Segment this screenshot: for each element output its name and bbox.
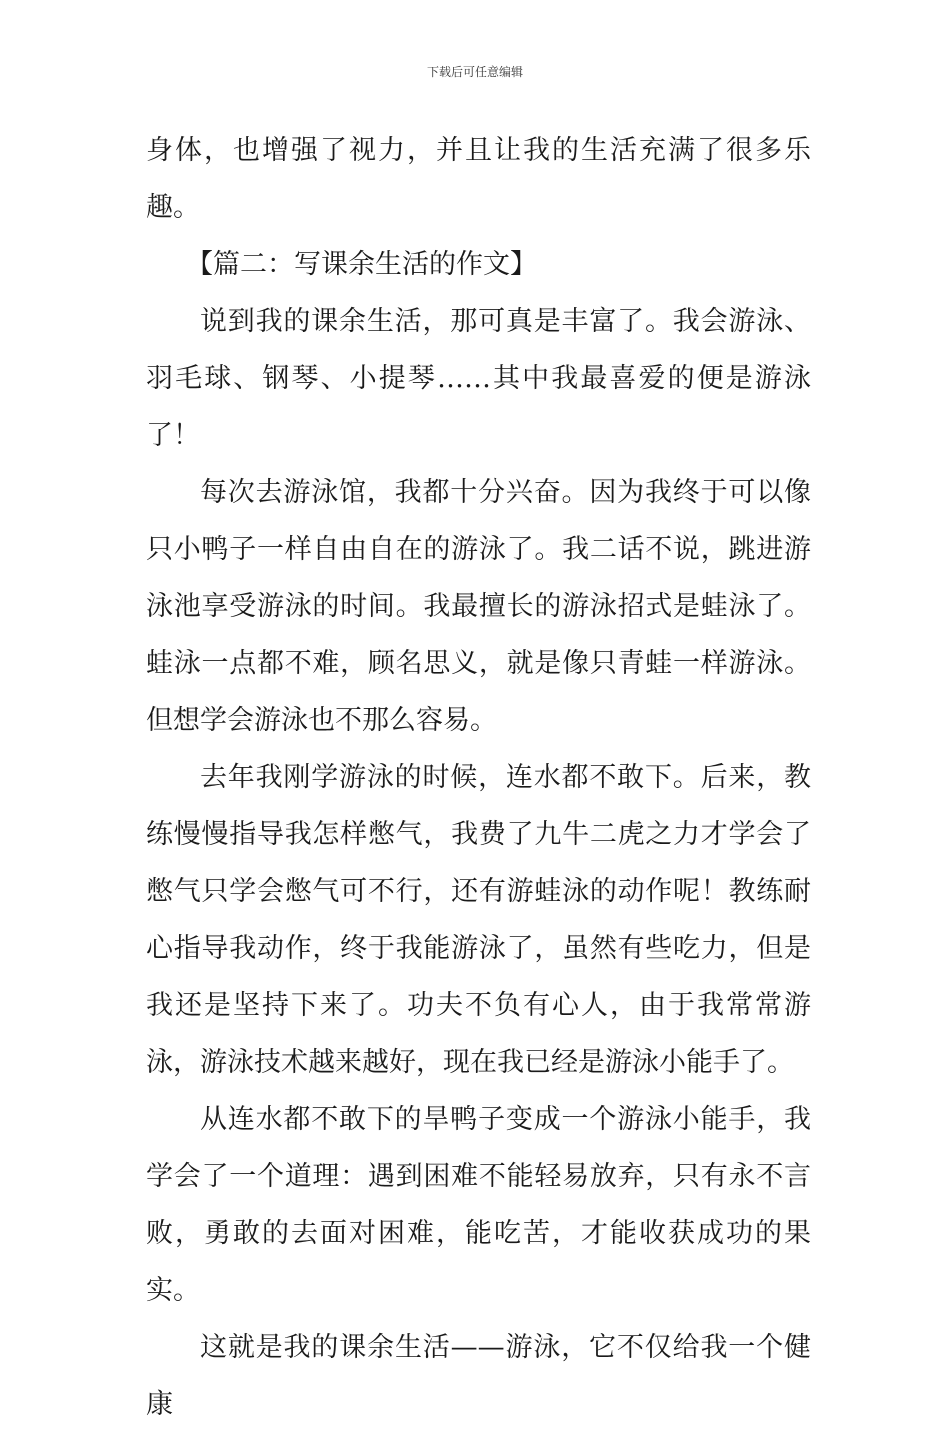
document-body <box>146 122 811 1433</box>
section-title: 【篇二：写课余生活的作文】 <box>186 249 537 280</box>
paragraph-1: 说到我的课余生活，那可真是丰富了。我会游泳、羽毛球、钢琴、小提琴……其中我最喜爱的便是游泳了！ <box>146 306 811 451</box>
page-header: 下载后可任意编辑 <box>426 65 523 79</box>
paragraph-5: 这就是我的课余生活——游泳，它不仅给我一个健康 <box>146 1332 811 1420</box>
paragraph-3: 去年我刚学游泳的时候，连水都不敢下。后来，教练慢慢指导我怎样憋气，我费了九牛二虎之力才学会了憋气只学会憋气可不行，还有游蛙泳的动作呢！教练耐心指导我动作，终于我能游泳了，虽然有些吃力，但是我还是坚持下来了。功夫不负有心人，由于我常常游泳，游泳技术越来越好，现在我已经是游泳小能手了。 <box>146 762 811 1078</box>
paragraph-4: 从连水都不敢下的旱鸭子变成一个游泳小能手，我学会了一个道理：遇到困难不能轻易放弃，只有永不言败，勇敢的去面对困难，能吃苦，才能收获成功的果实。 <box>146 1104 811 1306</box>
paragraph-2: 每次去游泳馆，我都十分兴奋。因为我终于可以像只小鸭子一样自由自在的游泳了。我二话不说，跳进游泳池享受游泳的时间。我最擅长的游泳招式是蛙泳了。蛙泳一点都不难，顾名思义，就是像只青蛙一样游泳。但想学会游泳也不那么容易。 <box>146 477 811 736</box>
intro-paragraph-tail: 身体，也增强了视力，并且让我的生活充满了很多乐趣。 <box>146 135 811 223</box>
